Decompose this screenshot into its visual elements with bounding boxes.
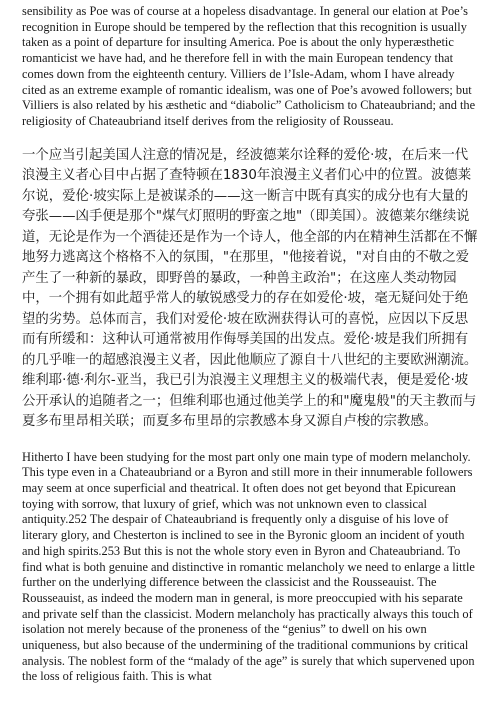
paragraph-english-2: Hitherto I have been studying for the most part only one main type of modern melancholy. This type even in a Chateaubriand or a Byron and still more in their innumerable followers may seem at once superficial and theatrical. It often does not get beyond that Epicurean toying with sorrow, that luxury of grief, which was not unknown even to classical antiquity.252 The despair of Chateaubriand is frequently only a disguise of his love of literary glory, and Chesterton is inclined to see in the Byronic gloom an incident of youth and high spirits.253 But this is not the whole story even in Byron and Chateaubriand. To find what is both genuine and distinctive in romantic melancholy we need to enlarge a little further on the underlying difference between the classicist and the Rousseauist. The Rousseauist, as indeed the modern man in general, is more preoccupied with his separate and private self than the classicist. Modern melancholy has practically always this touch of isolation not merely because of the proneness of the “genius” to dwell on his own uniqueness, but also because of the undermining of the traditional communions by critical analysis. The noblest form of the “malady of the age” is surely that which supervened upon the loss of religious faith. This is what — [22, 449, 475, 684]
paragraph-english-1: sensibility as Poe was of course at a hopeless disadvantage. In general our elation at Poe’s recognition in Europe should be tempered by the reflection that this recognition is usually taken as a point of departure for insulting America. Poe is about the only hyperæsthetic romanticist we have had, and he therefore fell in with the main European tendency that comes down from the eighteenth century. Villiers de l’Isle-Adam, whom I have already cited as an extreme example of romantic idealism, was one of Poe’s avowed followers; but Villiers is also related by his æsthetic and “diabolic” Catholicism to Chateaubriand; and the religiosity of Chateaubriand itself derives from the religiosity of Rousseau. — [22, 4, 476, 128]
paragraph-chinese-translation: 一个应当引起美国人注意的情况是，经波德莱尔诠释的爱伦·坡，在后来一代浪漫主义者心目中占据了查特顿在1830年浪漫主义者们心中的位置。波德莱尔说，爱伦·坡实际上是被谋杀的——这一断言中既有真实的成分也有大量的夸张——凶手便是那个"煤气灯照明的野蛮之地"（即美国）。波德莱尔继续说道，无论是作为一个酒徒还是作为一个诗人，他全部的内在精神生活都在不懈地努力逃离这个格格不入的氛围，"在那里，"他接着说，"对自由的不敬之爱产生了一种新的暴政，即野兽的暴政，一种兽主政治"；在这座人类动物园中，一个拥有如此超乎常人的敏锐感受力的存在如爱伦·坡，毫无疑问处于绝望的劣势。总体而言，我们对爱伦·坡在欧洲获得认可的喜悦，应因以下反思而有所缓和：这种认可通常被用作侮辱美国的出发点。爱伦·坡是我们所拥有的几乎唯一的超感浪漫主义者，因此他顺应了源自十八世纪的主要欧洲潮流。维利耶·德·利尔-亚当，我已引为浪漫主义理想主义的极端代表，便是爱伦·坡公开承认的追随者之一；但维利耶也通过他美学上的和"魔鬼般"的天主教而与夏多布里昂相关联；而夏多布里昂的宗教感本身又源自卢梭的宗教感。 — [22, 147, 478, 430]
